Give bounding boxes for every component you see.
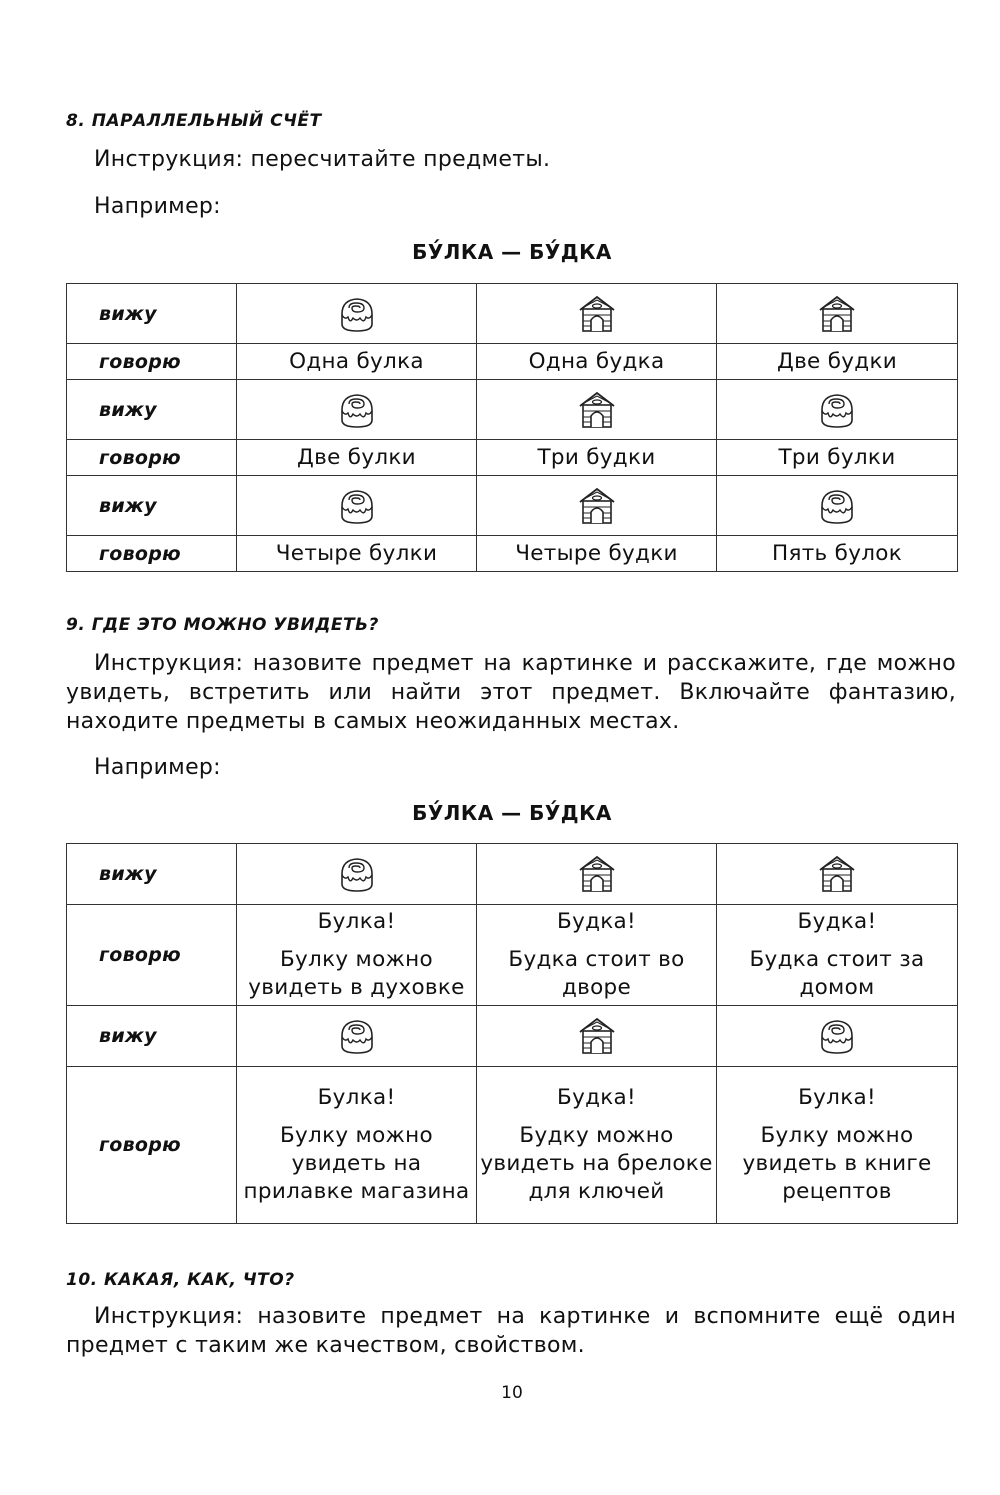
table-row [67, 1067, 958, 1224]
table-row [67, 440, 958, 476]
bun-icon [817, 486, 857, 526]
table-row [67, 284, 958, 344]
section-9-instruction: Инструкция: назовите предмет на картинке и расскажите, где можно увидеть, встретить или найти этот предмет. Включайте фантазию, находите предметы в самых неожиданных местах. [66, 651, 956, 734]
picture-cell [237, 380, 477, 440]
table-cell: Пять булок [717, 536, 958, 572]
table-cell: Две будки [717, 344, 958, 380]
section-8-table [66, 283, 958, 572]
table-row [67, 905, 958, 1006]
table-row [67, 1006, 958, 1067]
row-label: говорю [67, 536, 237, 572]
doghouse-icon [817, 854, 857, 894]
picture-cell [477, 476, 717, 536]
picture-cell [477, 844, 717, 905]
row-label: вижу [67, 380, 237, 440]
object-name: Будка! [557, 909, 636, 934]
picture-cell [237, 1006, 477, 1067]
section-8-subtitle: БУ́ЛКА — БУ́ДКА [412, 240, 612, 264]
example-text: Булку можно увидеть в книге рецептов [742, 1123, 932, 1204]
example-text: Будку можно увидеть на брелоке для ключей [480, 1123, 713, 1204]
table-cell: Три будки [477, 440, 717, 476]
section-9-heading: 9. ГДЕ ЭТО МОЖНО УВИДЕТЬ? [66, 615, 379, 635]
section-9-table [66, 843, 958, 1224]
bun-icon [337, 854, 377, 894]
table-cell: Одна будка [477, 344, 717, 380]
row-label: говорю [67, 440, 237, 476]
bun-icon [337, 486, 377, 526]
table-row [67, 344, 958, 380]
section-9-example-label: Например: [94, 755, 221, 780]
doghouse-icon [577, 486, 617, 526]
picture-cell [717, 844, 958, 905]
row-label: говорю [67, 1067, 237, 1224]
doghouse-icon [577, 390, 617, 430]
section-8-example-label: Например: [94, 194, 221, 219]
doghouse-icon [577, 294, 617, 334]
picture-cell [717, 1006, 958, 1067]
picture-cell [717, 284, 958, 344]
example-text: Булку можно увидеть в духовке [248, 947, 465, 1000]
table-cell [477, 1067, 717, 1224]
table-cell [717, 905, 958, 1006]
picture-cell [717, 380, 958, 440]
row-label: вижу [67, 844, 237, 905]
bun-icon [817, 390, 857, 430]
example-text: Будка стоит во дворе [508, 947, 685, 1000]
picture-cell [237, 476, 477, 536]
table-cell [477, 905, 717, 1006]
row-label: вижу [67, 284, 237, 344]
section-10-instruction: Инструкция: назовите предмет на картинке и вспомните ещё один предмет с таким же качеством, свойством. [66, 1304, 956, 1358]
table-row [67, 476, 958, 536]
row-label: вижу [67, 1006, 237, 1067]
object-name: Булка! [798, 1085, 876, 1110]
bun-icon [817, 1016, 857, 1056]
example-text: Будка стоит за домом [749, 947, 925, 1000]
bun-icon [337, 1016, 377, 1056]
table-cell [237, 1067, 477, 1224]
bun-icon [337, 390, 377, 430]
picture-cell [477, 380, 717, 440]
table-cell: Одна булка [237, 344, 477, 380]
object-name: Будка! [557, 1085, 636, 1110]
picture-cell [237, 284, 477, 344]
bun-icon [337, 294, 377, 334]
object-name: Булка! [317, 1085, 396, 1110]
picture-cell [717, 476, 958, 536]
doghouse-icon [577, 854, 617, 894]
table-cell [717, 1067, 958, 1224]
picture-cell [237, 844, 477, 905]
row-label: говорю [67, 344, 237, 380]
doghouse-icon [577, 1016, 617, 1056]
table-cell: Четыре будки [477, 536, 717, 572]
table-cell [237, 905, 477, 1006]
picture-cell [477, 284, 717, 344]
table-row [67, 536, 958, 572]
section-9-subtitle: БУ́ЛКА — БУ́ДКА [412, 801, 612, 825]
row-label: вижу [67, 476, 237, 536]
object-name: Булка! [317, 909, 396, 934]
object-name: Будка! [797, 909, 877, 934]
table-cell: Четыре булки [237, 536, 477, 572]
table-cell: Две булки [237, 440, 477, 476]
table-row [67, 844, 958, 905]
section-8-heading: 8. ПАРАЛЛЕЛЬНЫЙ СЧЁТ [66, 111, 322, 131]
table-row [67, 380, 958, 440]
section-10-heading: 10. КАКАЯ, КАК, ЧТО? [66, 1270, 295, 1290]
section-8-instruction: Инструкция: пересчитайте предметы. [94, 147, 551, 172]
picture-cell [477, 1006, 717, 1067]
doghouse-icon [817, 294, 857, 334]
row-label: говорю [67, 905, 237, 1006]
example-text: Булку можно увидеть на прилавке магазина [243, 1123, 470, 1204]
page-number: 10 [501, 1383, 523, 1403]
table-cell: Три булки [717, 440, 958, 476]
